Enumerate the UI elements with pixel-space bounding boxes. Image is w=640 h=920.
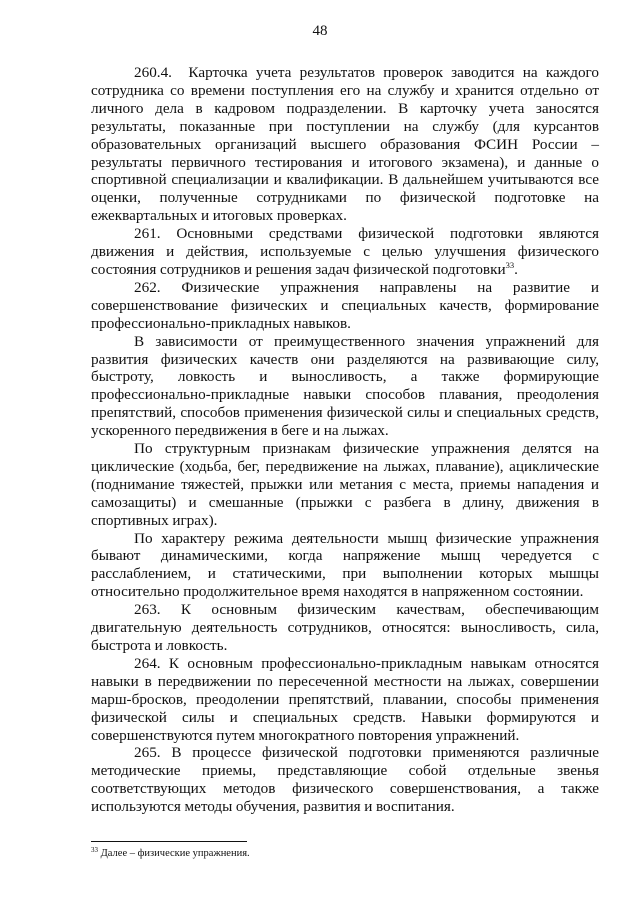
- footnote-text: Далее – физические упражнения.: [98, 848, 250, 859]
- footnote: [91, 847, 599, 860]
- paragraph-262-muscle-mode: [91, 530, 599, 602]
- paragraph-text: 261. Основными средствами физической подготовки являются движения и действия, используемые с целью улучшения физического состояния сотрудников и решения задач физической подготовки: [91, 225, 599, 278]
- page-number: 48: [312, 23, 328, 39]
- paragraph-text: 265. В процессе физической подготовки применяются различные методические приемы, представляющие собой отдельные звенья соответствующих методов физического совершенствования, а также используются методы обучения, развития и воспитания.: [91, 744, 599, 816]
- paragraph-text: В зависимости от преимущественного значения упражнений для развития физических качеств они разделяются на развивающие силу, быстроту, ловкость и выносливость, а также формирующие профессионально-прикладные навыки способов плавания, преодоления препятствий, способов применения физической силы и специальных средств, ускоренного передвижения в беге и на лыжах.: [91, 332, 599, 440]
- paragraph-text: 262. Физические упражнения направлены на развитие и совершенствование физических и специальных качеств, формирование профессионально-прикладных навыков.: [91, 278, 599, 332]
- paragraph-260-4: [91, 64, 599, 225]
- paragraph-264: [91, 655, 599, 745]
- paragraph-265: [91, 744, 599, 816]
- footnote-divider: [91, 841, 247, 842]
- footnote-marker: 33: [91, 846, 98, 854]
- paragraph-text: 260.4. Карточка учета результатов проверок заводится на каждого сотрудника со времени поступления его на службу и хранится отдельно от личного дела в кадровом подразделении. В карточку учета заносятся результаты, показанные при поступлении на службу (для курсантов образовательных организаций высшего образования ФСИН России – результаты первичного тестирования и итогового экзамена), и данные о спортивной специализации и квалификации. В дальнейшем учитываются все оценки, полученные сотрудниками по физической подготовке на ежеквартальных и итоговых проверках.: [91, 64, 599, 225]
- paragraph-262-structure: [91, 440, 599, 530]
- body-text: [91, 64, 599, 816]
- paragraph-262: [91, 279, 599, 333]
- paragraph-263: [91, 601, 599, 655]
- paragraph-text: 264. К основным профессионально-прикладным навыкам относятся навыки в передвижении по пересеченной местности на лыжах, совершении марш-бросков, преодолении препятствий, плавании, способы применения физической силы и специальных средств. Навыки формируются и совершенствуются путем многократного повторения упражнений.: [91, 654, 599, 744]
- paragraph-261: [91, 225, 599, 279]
- paragraph-text: 263. К основным физическим качествам, обеспечивающим двигательную деятельность сотрудников, относятся: выносливость, сила, быстрота и ловкость.: [91, 601, 599, 654]
- paragraph-text: По структурным признакам физические упражнения делятся на циклические (ходьба, бег, передвижение на лыжах, плавание), ациклические (поднимание тяжестей, прыжки или метания с места, приемы нападения и самозащиты) и смешанные (прыжки с разбега в длину, движения в спортивных играх).: [91, 440, 599, 529]
- footnote-reference: 33: [505, 259, 515, 270]
- paragraph-262-development: [91, 333, 599, 440]
- paragraph-tail: .: [514, 260, 518, 278]
- paragraph-text: По характеру режима деятельности мышц физические упражнения бывают динамическими, когда напряжение мышц чередуется с расслаблением, и статическими, при выполнении которых мышцы относительно продолжительное время находятся в напряженном состоянии.: [91, 529, 599, 601]
